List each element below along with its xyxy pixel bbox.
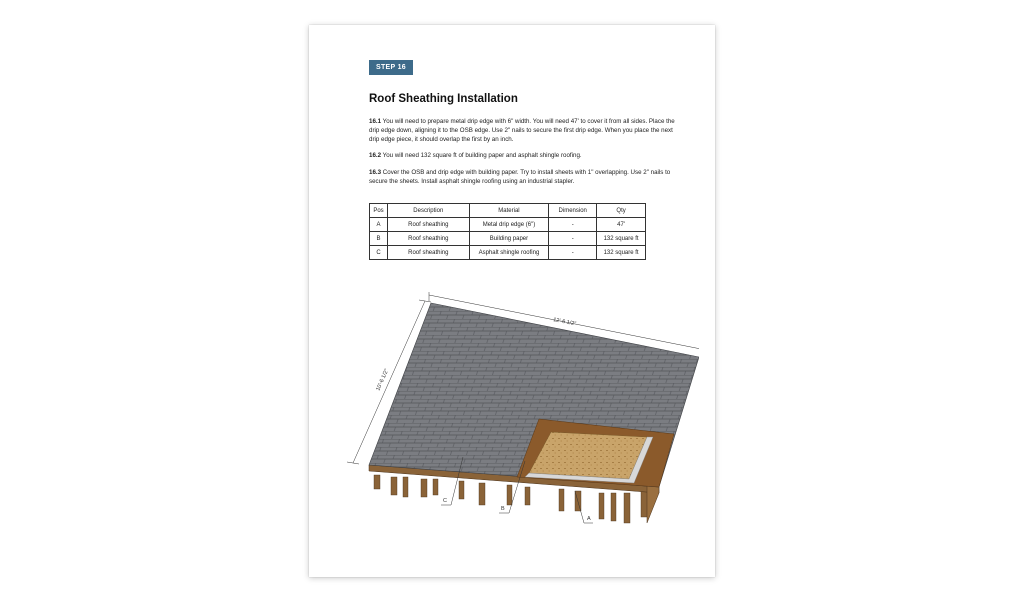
step-badge: STEP 16 <box>369 60 413 75</box>
paragraph-number: 16.1 <box>369 118 382 125</box>
cell-pos: B <box>370 232 388 246</box>
header-dimension: Dimension <box>549 204 597 218</box>
paragraph-16-2 <box>369 151 681 160</box>
cell-description: Roof sheathing <box>387 232 469 246</box>
cell-dimension: - <box>549 218 597 232</box>
document-page <box>309 25 715 577</box>
paragraph-16-1 <box>369 117 681 144</box>
dimension-depth-label: 10'-6 1/2" <box>375 368 391 392</box>
cell-qty: 47' <box>597 218 646 232</box>
callout-c-label: C <box>443 498 447 504</box>
table-row <box>370 218 646 232</box>
paragraph-16-3 <box>369 168 681 186</box>
cell-description: Roof sheathing <box>387 246 469 260</box>
table-row <box>370 232 646 246</box>
cell-qty: 132 square ft <box>597 246 646 260</box>
cell-material: Metal drip edge (6") <box>469 218 549 232</box>
paragraph-number: 16.3 <box>369 169 382 176</box>
paragraph-text: Cover the OSB and drip edge with building paper. Try to install sheets with 1" overlapping. Use 2" nails to secure the sheets. Install asphalt shingle roofing using an industrial stapler. <box>369 169 671 185</box>
roof-diagram <box>329 287 699 537</box>
header-pos: Pos <box>370 204 388 218</box>
materials-table <box>369 203 646 260</box>
cell-description: Roof sheathing <box>387 218 469 232</box>
cell-dimension: - <box>549 232 597 246</box>
table-row <box>370 246 646 260</box>
header-description: Description <box>387 204 469 218</box>
paragraph-text: You will need to prepare metal drip edge with 6" width. You will need 47' to cover it from all sides. Place the drip edge down, aligning it to the OSB edge. Use 2" nails to secure the first drip edge. When you place the next drip edge piece, it should overlap the first by an inch. <box>369 118 675 143</box>
callout-a-label: A <box>587 516 591 522</box>
cell-qty: 132 square ft <box>597 232 646 246</box>
paragraph-number: 16.2 <box>369 152 382 159</box>
header-qty: Qty <box>597 204 646 218</box>
table-header-row <box>370 204 646 218</box>
header-material: Material <box>469 204 549 218</box>
cell-pos: A <box>370 218 388 232</box>
paragraph-text: You will need 132 square ft of building paper and asphalt shingle roofing. <box>382 152 582 159</box>
cell-dimension: - <box>549 246 597 260</box>
cell-pos: C <box>370 246 388 260</box>
page-title: Roof Sheathing Installation <box>369 93 518 105</box>
callout-b-label: B <box>501 506 505 512</box>
cell-material: Asphalt shingle roofing <box>469 246 549 260</box>
cell-material: Building paper <box>469 232 549 246</box>
dimension-width-label: 12'-6 1/2" <box>552 317 577 328</box>
